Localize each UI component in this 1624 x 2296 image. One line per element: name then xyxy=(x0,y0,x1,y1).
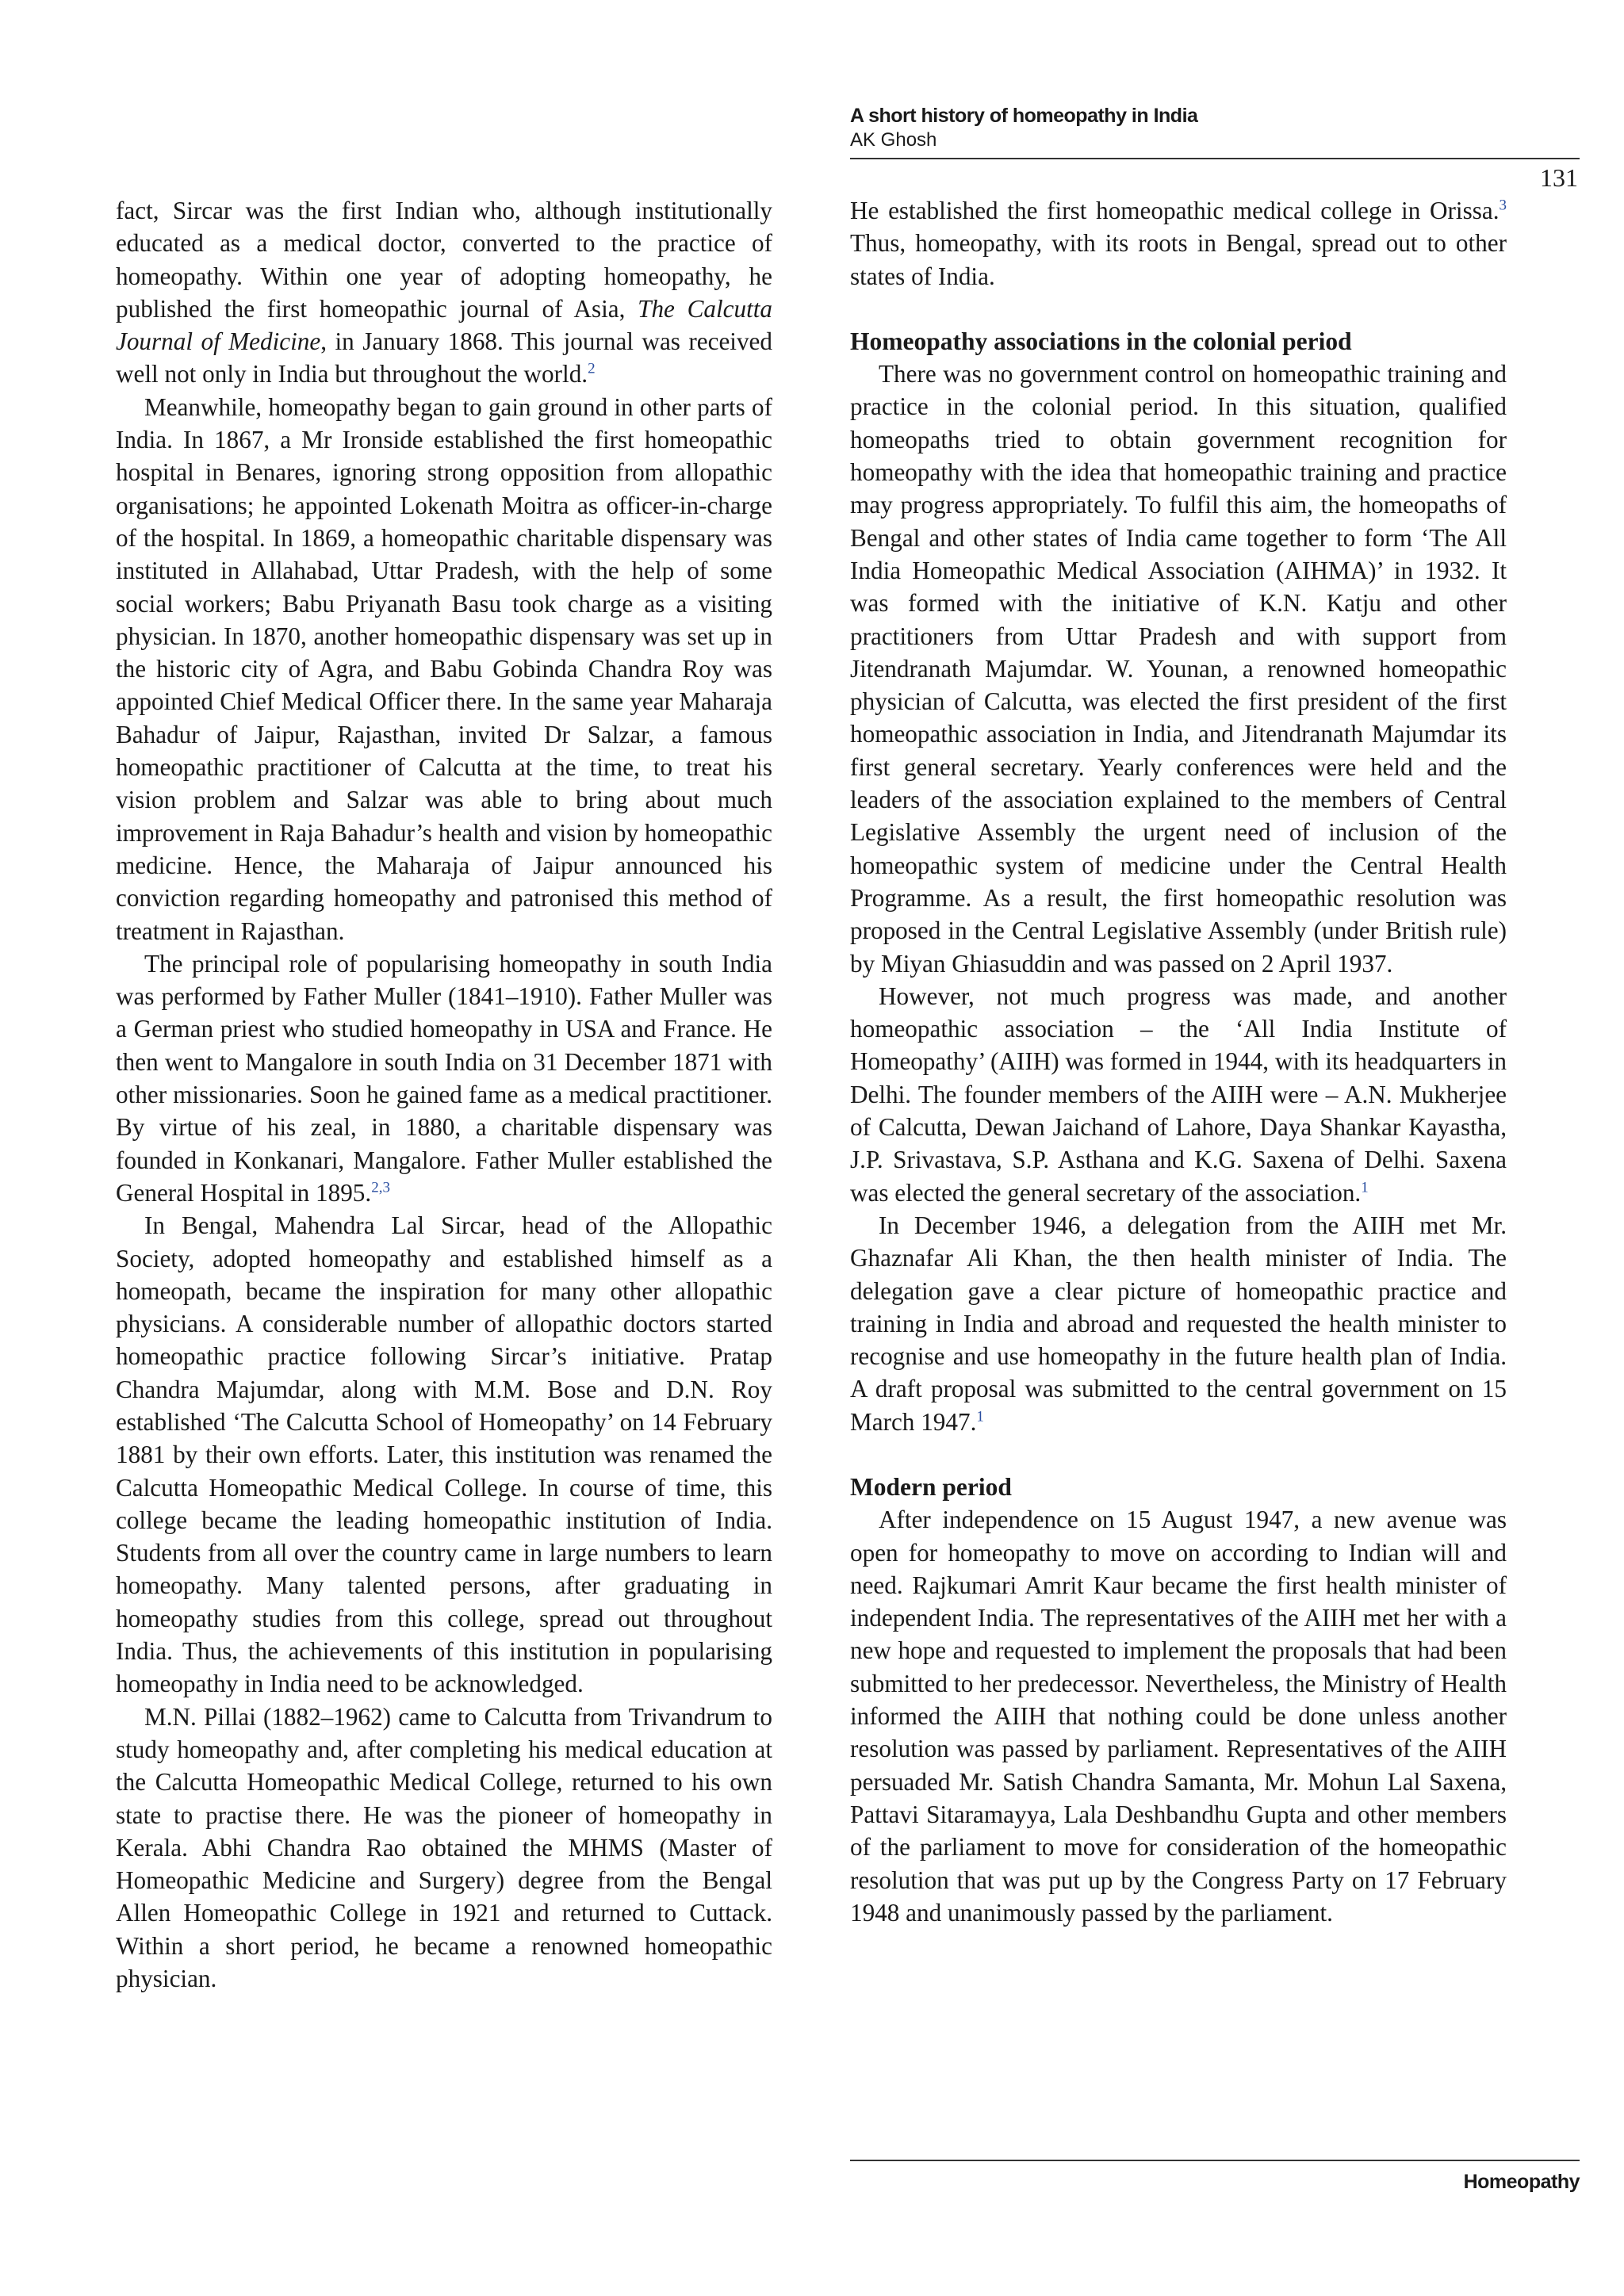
left-paragraph-3 xyxy=(116,947,772,1209)
right-paragraph-3 xyxy=(850,980,1507,1209)
section-heading-colonial: Homeopathy associations in the colonial period xyxy=(850,327,1352,355)
running-header-title: A short history of homeopathy in India xyxy=(850,105,1198,127)
left-p1-text-b: , in January 1868. This journal was received well not only in India but throughout the world. xyxy=(116,327,772,388)
page-number: 131 xyxy=(1540,163,1578,192)
left-paragraph-2: Meanwhile, homeopathy began to gain ground in other parts of India. In 1867, a Mr Ironside established the first homeopathic hospital in Benares, ignoring strong opposition from allopathic organisations; he appointed Lokenath Moitra as officer-in-charge of the hospital. In 1869, a homeopathic charitable dispensary was instituted in Allahabad, Uttar Pradesh, with the help of some social workers; Babu Priyanath Basu took charge as a visiting physician. In 1870, another homeopathic dispensary was set up in the historic city of Agra, and Babu Gobinda Chandra Roy was appointed Chief Medical Officer there. In the same year Maharaja Bahadur of Jaipur, Rajasthan, invited Dr Salzar, a famous homeopathic practitioner of Calcutta at the time, to treat his vision problem and Salzar was able to bring about much improvement in Raja Bahadur’s health and vision by homeopathic medicine. Hence, the Maharaja of Jaipur announced his conviction regarding homeopathy and patronised this method of treatment in Rajasthan. xyxy=(116,392,772,945)
right-column xyxy=(850,194,1507,1929)
right-paragraph-5: After independence on 15 August 1947, a new avenue was open for homeopathy to move on according to Indian will and need. Rajkumari Amrit Kaur became the first health minister of independent India. The representatives of the AIIH met her with a new hope and requested to implement the proposals that had been submitted to her predecessor. Nevertheless, the Ministry of Health informed the AIIH that nothing could be done unless another resolution was passed by parliament. Representatives of the AIIH persuaded Mr. Satish Chandra Samanta, Mr. Mohun Lal Saxena, Pattavi Sitaramayya, Lala Deshbandhu Gupta and other members of the parliament to move for consideration of the homeopathic resolution that was put up by the Congress Party on 17 February 1948 and unanimously passed by the parliament. xyxy=(850,1506,1507,1927)
right-p1-text-b: Thus, homeopathy, with its roots in Bengal, spread out to other states of India. xyxy=(850,229,1507,290)
left-p3-text: The principal role of popularising homeopathy in south India was performed by Father Muller (1841–1910). Father Muller was a German priest who studied homeopathy in USA and France. He then went to Mangalore in south India on 31 December 1871 with other missionaries. Soon he gained fame as a medical practitioner. By virtue of his zeal, in 1880, a charitable dispensary was founded in Konkanari, Mangalore. Father Muller established the General Hospital in 1895. xyxy=(116,949,772,1207)
citation-link[interactable]: 3 xyxy=(1499,197,1507,214)
right-p1-text-a: He established the first homeopathic medical college in Orissa. xyxy=(850,197,1500,224)
citation-link[interactable]: 1 xyxy=(976,1408,984,1425)
left-column xyxy=(116,194,772,1995)
citation-link[interactable]: 2,3 xyxy=(371,1179,390,1196)
right-paragraph-2: There was no government control on homeopathic training and practice in the colonial period. In this situation, qualified homeopaths tried to obtain government recognition for homeopathy with the idea that homeopathic training and practice may progress appropriately. To fulfil this aim, the homeopaths of Bengal and other states of India came together to form ‘The All India Homeopathic Medical Association (AIHMA)’ in 1932. It was formed with the initiative of K.N. Katju and other practitioners from Uttar Pradesh and with support from Jitendranath Majumdar. W. Younan, a renowned homeopathic physician of Calcutta, was elected the first president of the first homeopathic association in India, and Jitendranath Majumdar its first general secretary. Yearly conferences were held and the leaders of the association explained to the members of Central Legislative Assembly the urgent need of inclusion of the homeopathic system of medicine under the Central Health Programme. As a result, the first homeopathic resolution was proposed in the Central Legislative Assembly (under British rule) by Miyan Ghiasuddin and was passed on 2 April 1937. xyxy=(850,360,1507,978)
journal-title: The Calcutta Journal of Medicine xyxy=(116,294,773,356)
section-heading-modern: Modern period xyxy=(850,1472,1012,1501)
left-paragraph-4: In Bengal, Mahendra Lal Sircar, head of the Allopathic Society, adopted homeopathy and established himself as a homeopath, became the inspiration for many other allopathic physicians. A considerable number of allopathic doctors started homeopathic practice following Sircar’s initiative. Pratap Chandra Majumdar, along with M.M. Bose and D.N. Roy established ‘The Calcutta School of Homeopathy’ on 14 February 1881 by their own efforts. Later, this institution was renamed the Calcutta Homeopathic Medical College. In course of time, this college became the leading homeopathic institution of India. Students from all over the country came in large numbers to learn homeopathy. Many talented persons, after graduating in homeopathy studies from this college, spread out throughout India. Thus, the achievements of this institution in popularising homeopathy in India need to be acknowledged. xyxy=(116,1211,772,1698)
right-p3-text: However, not much progress was made, and another homeopathic association – the ‘All India Institute of Homeopathy’ (AIIH) was formed in 1944, with its headquarters in Delhi. The founder members of the AIIH were – A.N. Mukherjee of Calcutta, Dewan Jaichand of Lahore, Daya Shankar Kayastha, J.P. Srivastava, S.P. Asthana and K.G. Saxena of Delhi. Saxena was elected the general secretary of the association. xyxy=(850,982,1507,1207)
left-paragraph-5: M.N. Pillai (1882–1962) came to Calcutta from Trivandrum to study homeopathy and, after completing his medical education at the Calcutta Homeopathic Medical College, returned to his own state to practise there. He was the pioneer of homeopathy in Kerala. Abhi Chandra Rao obtained the MHMS (Master of Homeopathic Medicine and Surgery) degree from the Bengal Allen Homeopathic College in 1921 and returned to Cuttack. Within a short period, he became a renowned homeopathic physician. xyxy=(116,1702,772,1993)
right-paragraph-4 xyxy=(850,1209,1507,1438)
header-rule xyxy=(850,158,1580,159)
right-p4-text: In December 1946, a delegation from the AIIH met Mr. Ghaznafar Ali Khan, the then health minister of India. The delegation gave a clear picture of homeopathic practice and training in India and abroad and requested the health minister to recognise and use homeopathy in the future health plan of India. A draft proposal was submitted to the central government on 15 March 1947. xyxy=(850,1211,1507,1436)
left-paragraph-1 xyxy=(116,194,772,391)
right-paragraph-1 xyxy=(850,194,1507,293)
running-header-author: AK Ghosh xyxy=(850,129,937,151)
running-header xyxy=(850,103,1580,152)
left-p1-text-a: fact, Sircar was the first Indian who, although institutionally educated as a medical doctor, converted to the practice of homeopathy. Within one year of adopting homeopathy, he published the first homeopathic journal of Asia, xyxy=(116,197,772,323)
footer-journal-name: Homeopathy xyxy=(1463,2171,1580,2193)
citation-link[interactable]: 2 xyxy=(588,361,596,378)
footer-rule xyxy=(850,2160,1580,2161)
citation-link[interactable]: 1 xyxy=(1361,1179,1369,1196)
